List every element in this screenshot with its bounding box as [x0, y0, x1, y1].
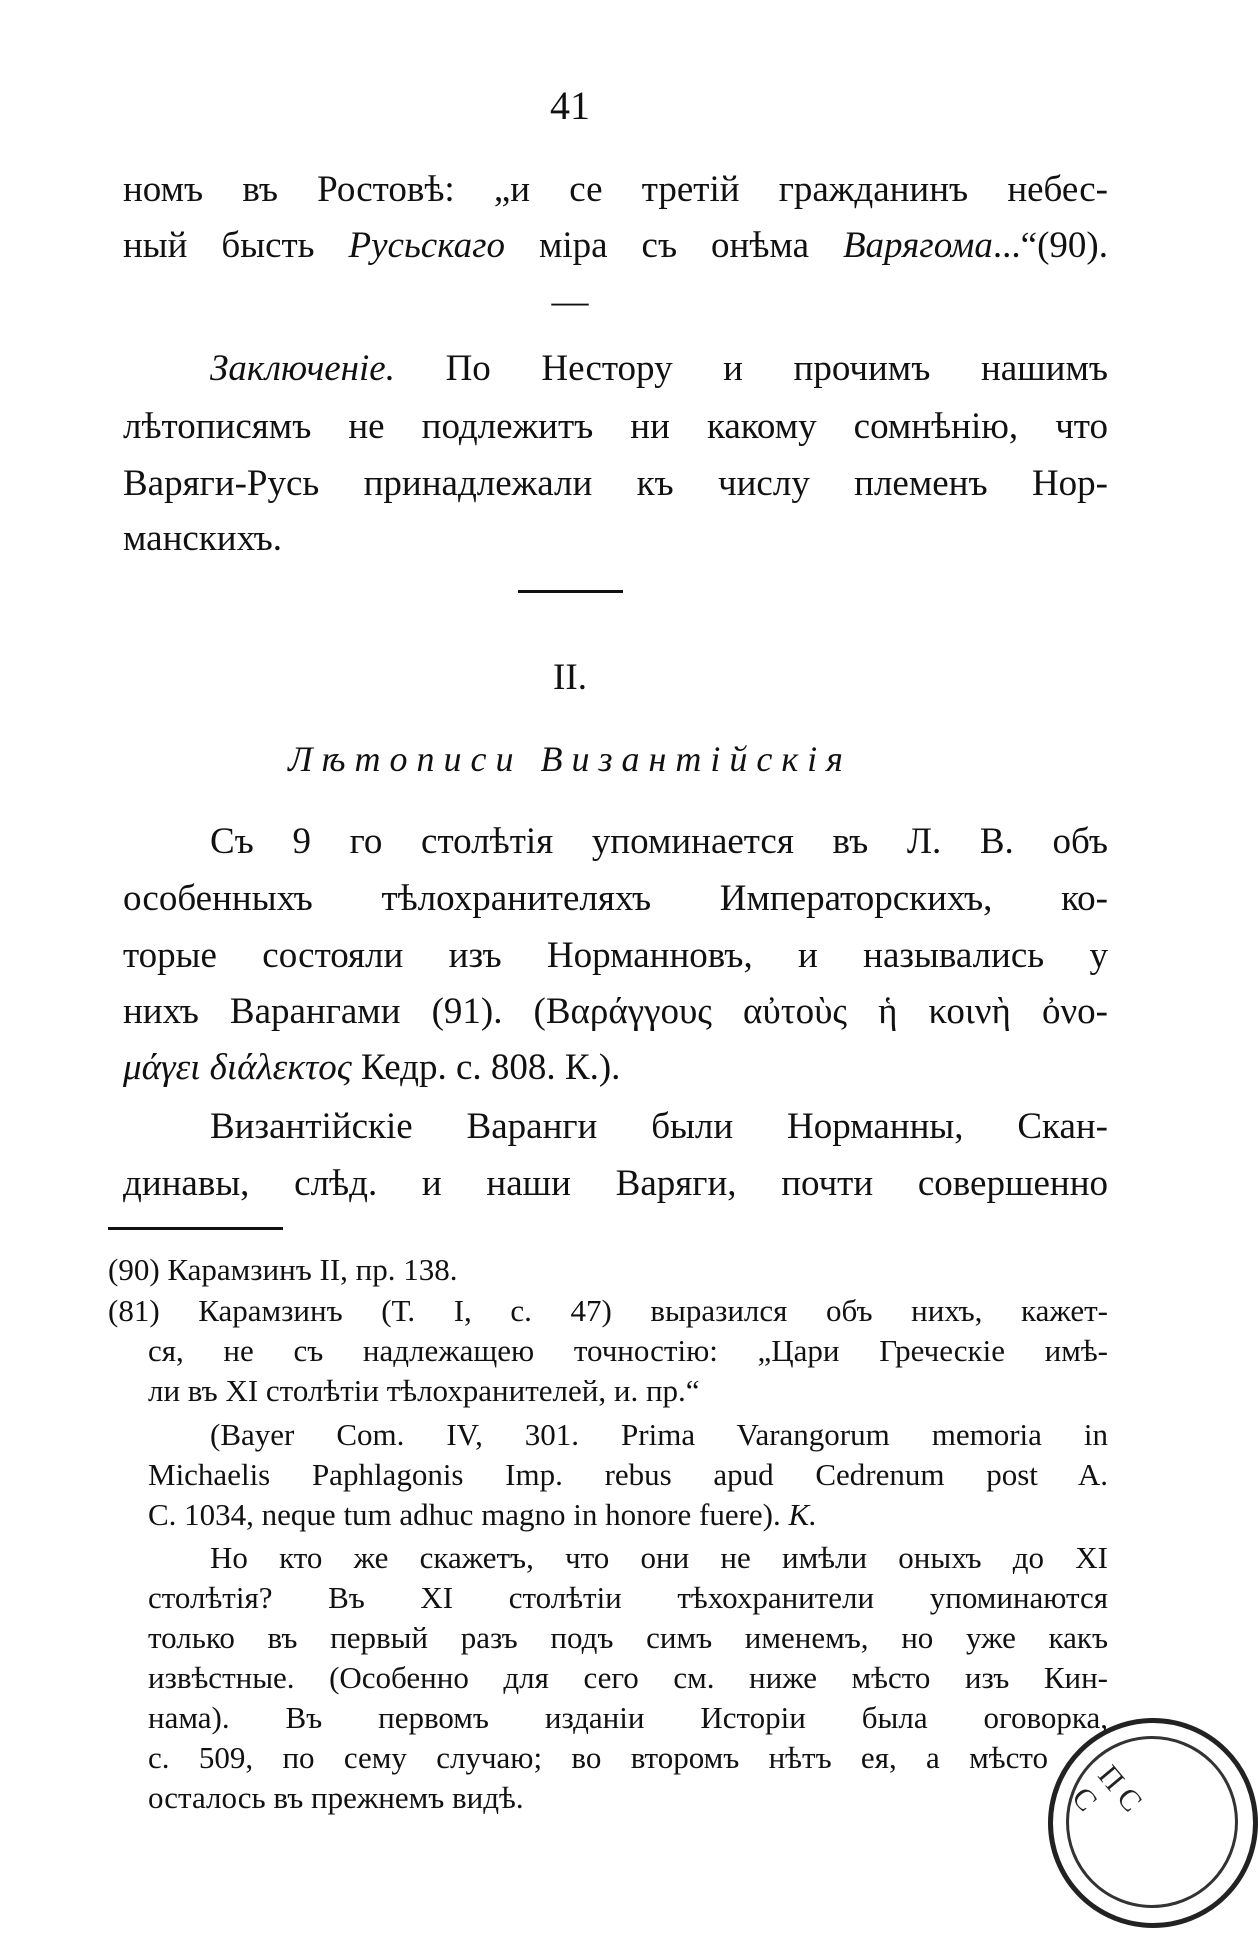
conclusion-line-3: Варяги-Русь принадлежали къ числу племенъ Нор-: [123, 463, 1108, 504]
body-line-6: Византійскіе Варанги были Норманны, Скан-: [210, 1106, 1108, 1147]
footnote-note-line-6: с. 509, по сему случаю; во второмъ нѣтъ ея, а мѣсто: [148, 1740, 1048, 1775]
body-line-3: торые состояли изъ Норманновъ, и назывались у: [123, 935, 1108, 976]
short-dash: —: [551, 281, 589, 322]
body-line-2: особенныхъ тѣлохранителяхъ Императорскихъ, ко-: [123, 878, 1108, 919]
section-divider: [518, 590, 623, 593]
body-line-1: Съ 9 го столѣтія упоминается въ Л. В. объ: [210, 821, 1108, 862]
footnote-bayer-line-2: Michaelis Paphlagonis Imp. rebus apud Cedrenum post A.: [148, 1457, 1108, 1492]
footnote-note-line-3: только въ первый разъ подъ симъ именемъ, но уже какъ: [148, 1620, 1108, 1655]
body-line-7: динавы, слѣд. и наши Варяги, почти совершенно: [123, 1163, 1108, 1204]
page-number: 41: [550, 83, 590, 128]
footnote-note-line-1: Но кто же скажетъ, что они не имѣли оныхъ до XI: [210, 1540, 1108, 1575]
body-line-4: нихъ Варангами (91). (Βαράγγους αὐτοὺς ἡ κοινὴ ὀνο-: [123, 991, 1108, 1032]
section-number: II.: [553, 657, 587, 698]
conclusion-line-4: манскихъ.: [123, 518, 283, 559]
conclusion-line-1: Заключеніе. По Нестору и прочимъ нашимъ: [210, 348, 1108, 389]
footnote-81-line-1: (81) Карамзинъ (Т. I, с. 47) выразился объ нихъ, кажет-: [108, 1293, 1108, 1328]
conclusion-label: Заключеніе.: [210, 348, 395, 389]
body-line-5: μάγει διάλεκτος Кедр. с. 808. К.).: [123, 1047, 621, 1088]
footnote-bayer-line-3: C. 1034, neque tum adhuc magno in honore fuere). К.: [148, 1497, 817, 1532]
footnote-bayer-line-1: (Bayer Com. IV, 301. Prima Varangorum memoria in: [210, 1417, 1108, 1452]
conclusion-line-2: лѣтописямъ не подлежитъ ни какому сомнѣнію, что: [123, 406, 1108, 447]
footnote-note-line-2: столѣтія? Въ XI столѣтіи тѣхохранители упоминаются: [148, 1580, 1108, 1615]
section-title: Лѣтописи Византійскія: [288, 739, 852, 779]
footnote-90: (90) Карамзинъ II, пр. 138.: [108, 1252, 458, 1287]
footnote-note-line-5: нама). Въ первомъ изданіи Исторіи была оговорка,: [148, 1700, 1108, 1735]
footnote-81-line-3: ли въ XI столѣтіи тѣлохранителей, и. пр.“: [148, 1373, 700, 1408]
footnote-note-line-7: осталось въ прежнемъ видѣ.: [148, 1780, 524, 1815]
footnote-rule: [108, 1227, 283, 1230]
library-stamp-text: П С С: [1065, 1759, 1149, 1819]
opening-line-2: ный бысть Русьскаго міра съ онѣма Варягома...“(90).: [123, 225, 1108, 266]
footnote-note-line-4: извѣстные. (Особенно для сего см. ниже мѣсто изъ Кин-: [148, 1660, 1108, 1695]
footnote-81-line-2: ся, не съ надлежащею точностію: „Цари Греческіе имѣ-: [148, 1333, 1108, 1368]
opening-line-1: номъ въ Ростовѣ: „и се третій гражданинъ небес-: [123, 169, 1108, 210]
